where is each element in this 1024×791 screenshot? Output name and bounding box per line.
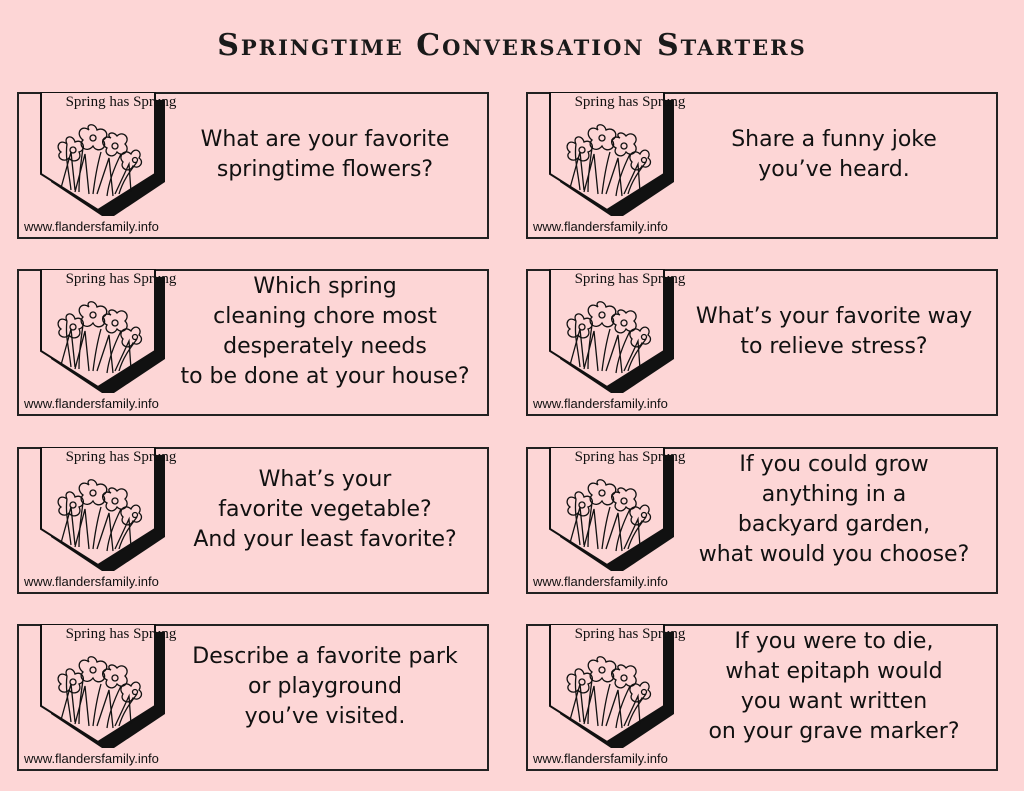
conversation-card bbox=[17, 92, 489, 239]
website-url: www.flandersfamily.info bbox=[533, 751, 668, 766]
question-text: Share a funny joke you’ve heard. bbox=[731, 126, 937, 182]
daffodil-badge-icon bbox=[548, 269, 686, 393]
badge-label: Spring has Sprung bbox=[65, 271, 177, 287]
badge-label: Spring has Sprung bbox=[574, 271, 686, 287]
daffodil-badge-icon bbox=[39, 92, 177, 216]
website-url: www.flandersfamily.info bbox=[533, 219, 668, 234]
website-url: www.flandersfamily.info bbox=[24, 219, 159, 234]
question-text: Describe a favorite park or playground you’ve visited. bbox=[192, 643, 458, 729]
badge-label: Spring has Sprung bbox=[574, 94, 686, 110]
daffodil-badge-icon bbox=[548, 447, 686, 571]
website-url: www.flandersfamily.info bbox=[533, 574, 668, 589]
conversation-card bbox=[526, 624, 998, 771]
badge-label: Spring has Sprung bbox=[65, 94, 177, 110]
question-text: If you could grow anything in a backyard garden, what would you choose? bbox=[698, 451, 970, 567]
conversation-card bbox=[17, 624, 489, 771]
badge-label: Spring has Sprung bbox=[65, 626, 177, 642]
conversation-card bbox=[526, 269, 998, 416]
question-text: What’s your favorite way to relieve stress? bbox=[695, 303, 973, 359]
daffodil-badge-icon bbox=[39, 269, 177, 393]
daffodil-badge-icon bbox=[39, 624, 177, 748]
conversation-card bbox=[526, 447, 998, 594]
daffodil-badge-icon bbox=[548, 624, 686, 748]
website-url: www.flandersfamily.info bbox=[24, 574, 159, 589]
question-text: If you were to die, what epitaph would you want written on your grave marker? bbox=[708, 628, 960, 744]
conversation-card bbox=[526, 92, 998, 239]
page-title: Springtime Conversation Starters bbox=[217, 28, 807, 63]
question-text: What are your favorite springtime flowers? bbox=[200, 126, 450, 182]
website-url: www.flandersfamily.info bbox=[24, 396, 159, 411]
daffodil-badge-icon bbox=[39, 447, 177, 571]
badge-label: Spring has Sprung bbox=[65, 449, 177, 465]
conversation-card bbox=[17, 269, 489, 416]
conversation-card bbox=[17, 447, 489, 594]
question-text: What’s your favorite vegetable? And your least favorite? bbox=[193, 466, 457, 552]
question-text: Which spring cleaning chore most desperately needs to be done at your house? bbox=[180, 273, 470, 389]
badge-label: Spring has Sprung bbox=[574, 626, 686, 642]
website-url: www.flandersfamily.info bbox=[24, 751, 159, 766]
badge-label: Spring has Sprung bbox=[574, 449, 686, 465]
website-url: www.flandersfamily.info bbox=[533, 396, 668, 411]
daffodil-badge-icon bbox=[548, 92, 686, 216]
